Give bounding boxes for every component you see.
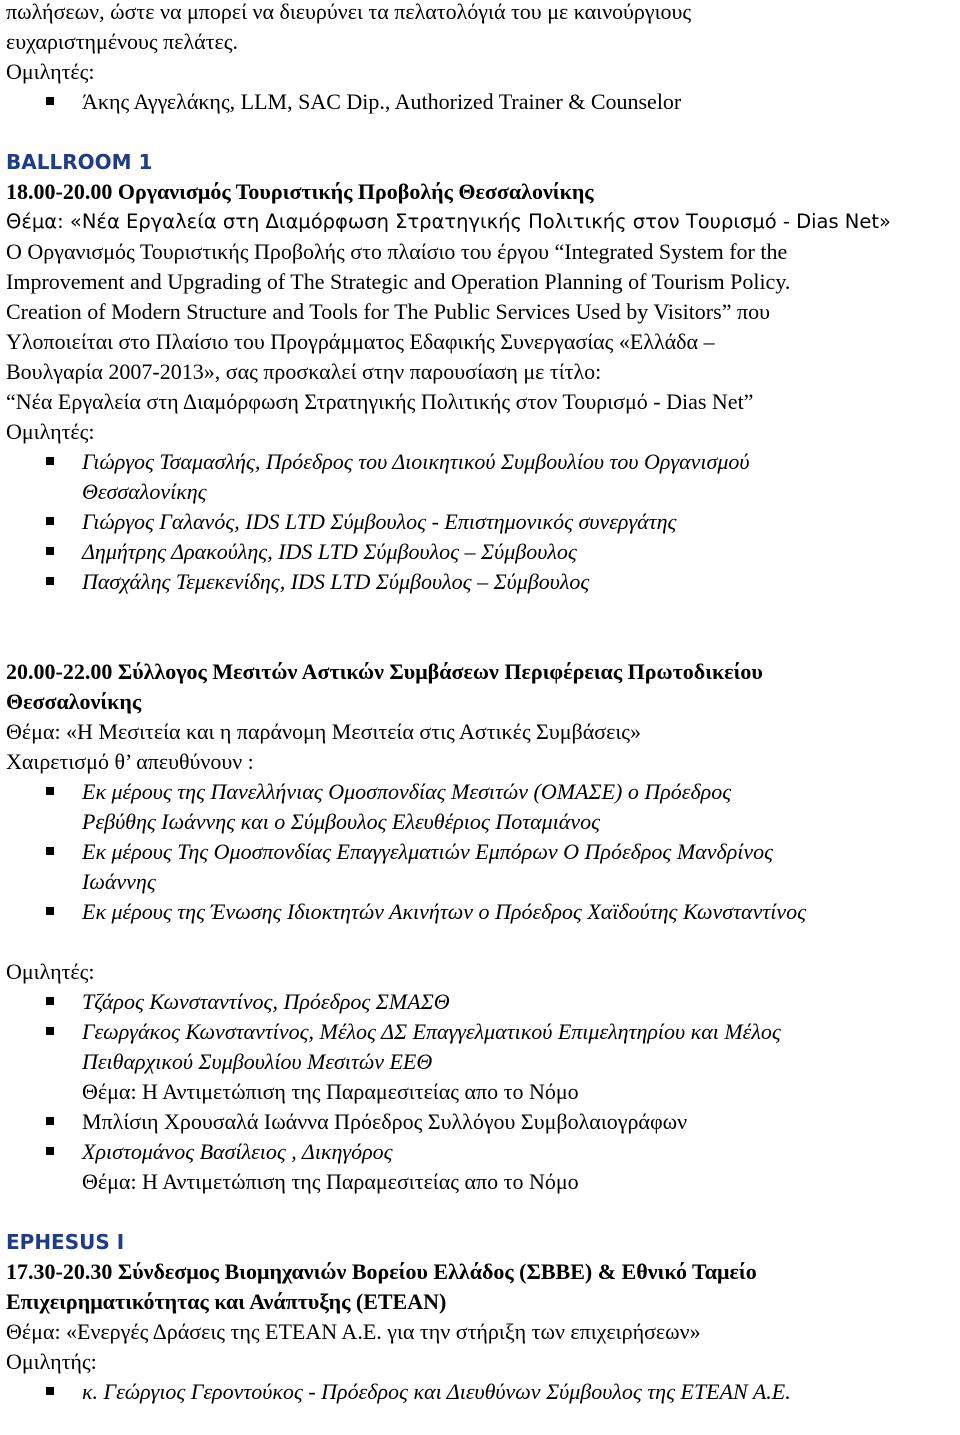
greetings-label: Χαιρετισμό θ’ απευθύνουν : bbox=[6, 749, 254, 774]
bullet-icon bbox=[46, 907, 54, 915]
speakers-label: Ομιλητές: bbox=[6, 419, 95, 444]
session-title: 18.00-20.00 Οργανισμός Τουριστικής Προβολής Θεσσαλονίκης bbox=[6, 179, 594, 204]
speaker-text: Τζάρος Κωνσταντίνος, Πρόεδρος ΣΜΑΣΘ bbox=[82, 989, 450, 1014]
speaker-item bbox=[6, 1107, 956, 1137]
speaker-item bbox=[6, 1137, 956, 1167]
speaker-text: Δημήτρης Δρακούλης, IDS LTD Σύμβουλος – Σύμβουλος bbox=[82, 539, 577, 564]
speaker-topic: Θέμα: Η Αντιμετώπιση της Παραμεσιτείας απο το Νόμο bbox=[82, 1169, 579, 1194]
speaker-topic: Θέμα: Η Αντιμετώπιση της Παραμεσιτείας απο το Νόμο bbox=[82, 1079, 579, 1104]
greeting-item bbox=[6, 777, 956, 807]
text-line: Improvement and Upgrading of The Strategic and Operation Planning of Tourism Policy. bbox=[6, 269, 791, 294]
bullet-icon bbox=[46, 787, 54, 795]
speaker-text-cont: Θεσσαλονίκης bbox=[82, 479, 207, 504]
bullet-icon bbox=[46, 847, 54, 855]
speaker-item bbox=[6, 567, 956, 597]
session-title-cont: Επιχειρηματικότητας και Ανάπτυξης (ΕΤΕΑΝ) bbox=[6, 1289, 447, 1314]
speakers-label: Ομιλητής: bbox=[6, 1349, 97, 1374]
section-heading-ballroom: BALLROOM 1 bbox=[6, 150, 153, 174]
speaker-text: Χριστομάνος Βασίλειος , Δικηγόρος bbox=[82, 1139, 393, 1164]
bullet-icon bbox=[46, 1147, 54, 1155]
text-line: πωλήσεων, ώστε να μπορεί να διευρύνει τα πελατολόγιά του με καινούργιους bbox=[6, 0, 692, 24]
speaker-item bbox=[6, 1377, 956, 1407]
greeting-text-cont: Ρεβύθης Ιωάννης και ο Σύμβουλος Ελευθέριος Ποταμιάνος bbox=[82, 809, 601, 834]
session-title: 20.00-22.00 Σύλλογος Μεσιτών Αστικών Συμβάσεων Περιφέρειας Πρωτοδικείου bbox=[6, 659, 763, 684]
speaker-item bbox=[6, 507, 956, 537]
text-line: Υλοποιείται στο Πλαίσιο του Προγράμματος Εδαφικής Συνεργασίας «Ελλάδα – bbox=[6, 329, 715, 354]
document-page bbox=[6, 0, 956, 1407]
greeting-text: Εκ μέρους Της Ομοσπονδίας Επαγγελματιών Εμπόρων Ο Πρόεδρος Μανδρίνος bbox=[82, 839, 774, 864]
bullet-icon bbox=[46, 997, 54, 1005]
bullet-icon bbox=[46, 1117, 54, 1125]
speaker-text: κ. Γεώργιος Γεροντούκος - Πρόεδρος και Διευθύνων Σύμβουλος της ΕΤΕΑΝ Α.Ε. bbox=[82, 1379, 791, 1404]
speaker-text: Άκης Αγγελάκης, LLM, SAC Dip., Authorized Trainer & Counselor bbox=[82, 89, 682, 114]
bullet-icon bbox=[46, 97, 54, 105]
session-subject: Θέμα: «Η Μεσιτεία και η παράνομη Μεσιτεία στις Αστικές Συμβάσεις» bbox=[6, 719, 641, 744]
text-line: Creation of Modern Structure and Tools for The Public Services Used by Visitors” που bbox=[6, 299, 770, 324]
session-title: 17.30-20.30 Σύνδεσμος Βιομηχανιών Βορείου Ελλάδος (ΣΒΒΕ) & Εθνικό Ταμείο bbox=[6, 1259, 757, 1284]
greeting-item bbox=[6, 897, 956, 927]
text-line: Βουλγαρία 2007-2013», σας προσκαλεί στην παρουσίαση με τίτλο: bbox=[6, 359, 602, 384]
speaker-text-cont: Πειθαρχικού Συμβουλίου Μεσιτών ΕΕΘ bbox=[82, 1049, 433, 1074]
presentation-title: “Νέα Εργαλεία στη Διαμόρφωση Στρατηγικής Πολιτικής στον Τουρισμό - Dias Net” bbox=[6, 389, 754, 414]
speaker-item bbox=[6, 537, 956, 567]
session-title-cont: Θεσσαλονίκης bbox=[6, 689, 142, 714]
speaker-text: Γεωργάκος Κωνσταντίνος, Μέλος ΔΣ Επαγγελματικού Επιμελητηρίου και Μέλος bbox=[82, 1019, 781, 1044]
section-heading-ephesus: EPHESUS I bbox=[6, 1230, 125, 1254]
bullet-icon bbox=[46, 1387, 54, 1395]
speaker-item bbox=[6, 447, 956, 477]
session-subject: Θέμα: «Ενεργές Δράσεις της ΕΤΕΑΝ Α.Ε. για την στήριξη των επιχειρήσεων» bbox=[6, 1319, 701, 1344]
greeting-text: Εκ μέρους της Ένωσης Ιδιοκτητών Ακινήτων ο Πρόεδρος Χαϊδούτης Κωνσταντίνος bbox=[82, 899, 807, 924]
speaker-text: Γιώργος Τσαμασλής, Πρόεδρος του Διοικητικού Συμβουλίου του Οργανισμού bbox=[82, 449, 750, 474]
bullet-icon bbox=[46, 517, 54, 525]
bullet-icon bbox=[46, 457, 54, 465]
speaker-item bbox=[6, 87, 956, 117]
text-line: Ο Οργανισμός Τουριστικής Προβολής στο πλαίσιο του έργου “Integrated System for the bbox=[6, 239, 788, 264]
bullet-icon bbox=[46, 577, 54, 585]
session-subject: Θέμα: «Νέα Εργαλεία στη Διαμόρφωση Στρατηγικής Πολιτικής στον Τουρισμό - Dias Net» bbox=[6, 210, 891, 233]
speakers-label: Ομιλητές: bbox=[6, 59, 95, 84]
greeting-item bbox=[6, 837, 956, 867]
speakers-label: Ομιλητές: bbox=[6, 959, 95, 984]
speaker-item bbox=[6, 987, 956, 1017]
greeting-text-cont: Ιωάννης bbox=[82, 869, 156, 894]
speaker-text: Πασχάλης Τεμεκενίδης, IDS LTD Σύμβουλος – Σύμβουλος bbox=[82, 569, 590, 594]
text-line: ευχαριστημένους πελάτες. bbox=[6, 29, 238, 54]
bullet-icon bbox=[46, 1027, 54, 1035]
speaker-text: Μπλίσιη Χρουσαλά Ιωάννα Πρόεδρος Συλλόγου Συμβολαιογράφων bbox=[82, 1109, 688, 1134]
speaker-item bbox=[6, 1017, 956, 1047]
bullet-icon bbox=[46, 547, 54, 555]
greeting-text: Εκ μέρους της Πανελλήνιας Ομοσπονδίας Μεσιτών (ΟΜΑΣΕ) ο Πρόεδρος bbox=[82, 779, 732, 804]
speaker-text: Γιώργος Γαλανός, IDS LTD Σύμβουλος - Επιστημονικός συνεργάτης bbox=[82, 509, 677, 534]
